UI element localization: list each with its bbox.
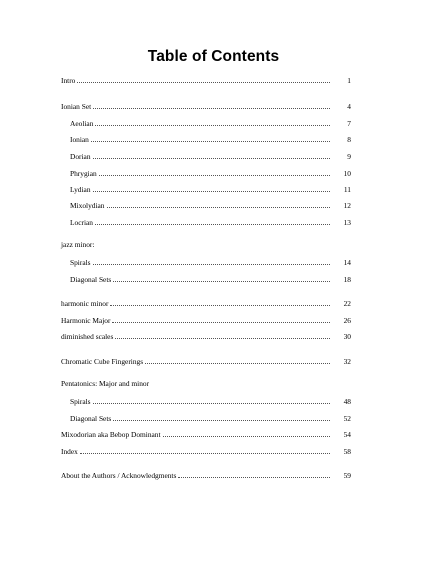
toc-entry-mixodorian (61, 427, 351, 439)
dot-leader (99, 175, 330, 176)
dot-leader (93, 158, 330, 159)
toc-entry-page: 10 (343, 169, 351, 178)
toc-entry-page: 48 (343, 397, 351, 406)
toc-entry-label: Chromatic Cube Fingerings (61, 357, 144, 366)
toc-entry-label: Diagonal Sets (70, 275, 112, 284)
toc-entry-diminished-scales (61, 329, 351, 341)
toc-entry-page: 4 (347, 102, 351, 111)
toc-entry-page: 52 (343, 414, 351, 423)
toc-entry-dorian (70, 149, 351, 161)
toc-entry-index (61, 444, 351, 456)
dot-leader (112, 322, 330, 323)
toc-entry-page: 9 (347, 152, 351, 161)
dot-leader (91, 141, 330, 142)
dot-leader (178, 477, 330, 478)
toc-entry-ionian (70, 132, 351, 144)
toc-entry-jazz-diagonal-sets (70, 272, 351, 284)
page-title: Table of Contents (147, 48, 280, 65)
toc-entry-page: 12 (343, 201, 351, 210)
toc-entry-label: Spirals (70, 258, 91, 267)
toc-entry-label: Ionian (70, 135, 89, 144)
toc-entry-page: 11 (343, 185, 351, 194)
toc-entry-label: Mixolydian (70, 201, 105, 210)
toc-entry-about-authors (61, 468, 351, 480)
dot-leader (113, 420, 330, 421)
toc-entry-label: Aeolian (70, 119, 94, 128)
toc-entry-label: harmonic minor (61, 299, 109, 308)
toc-entry-harmonic-minor (61, 296, 351, 308)
toc-entry-label: Mixodorian aka Bebop Dominant (61, 430, 161, 439)
dot-leader (93, 191, 330, 192)
toc-entry-label: Lydian (70, 185, 91, 194)
toc-entry-harmonic-major (61, 313, 351, 325)
toc-entry-intro (61, 73, 351, 85)
toc-entry-label: Spirals (70, 397, 91, 406)
dot-leader (110, 305, 330, 306)
toc-entry-label: Dorian (70, 152, 91, 161)
dot-leader (93, 108, 330, 109)
toc-entry-label: Diagonal Sets (70, 414, 112, 423)
toc-section-heading-jazz-minor: jazz minor: (61, 240, 95, 249)
toc-entry-locrian (70, 215, 351, 227)
dot-leader (107, 207, 331, 208)
toc-entry-page: 58 (343, 447, 351, 456)
toc-entry-page: 22 (343, 299, 351, 308)
toc-entry-pentatonic-spirals (70, 394, 351, 406)
toc-entry-page: 59 (343, 471, 351, 480)
toc-entry-page: 14 (343, 258, 351, 267)
toc-entry-label: Index (61, 447, 78, 456)
toc-entry-chromatic-cube (61, 354, 351, 366)
toc-entry-page: 26 (343, 316, 351, 325)
dot-leader (145, 363, 330, 364)
toc-entry-aeolian (70, 116, 351, 128)
toc-entry-page: 32 (343, 357, 351, 366)
toc-entry-label: About the Authors / Acknowledgments (61, 471, 177, 480)
dot-leader (77, 82, 330, 83)
toc-entry-page: 13 (343, 218, 351, 227)
dot-leader (113, 281, 330, 282)
toc-entry-ionian-set (61, 99, 351, 111)
dot-leader (93, 264, 330, 265)
dot-leader (115, 338, 330, 339)
toc-entry-phrygian (70, 166, 351, 178)
toc-entry-page: 8 (347, 135, 351, 144)
toc-entry-page: 18 (343, 275, 351, 284)
toc-section-heading-pentatonics: Pentatonics: Major and minor (61, 379, 150, 388)
dot-leader (95, 224, 330, 225)
dot-leader (93, 403, 330, 404)
toc-entry-label: Phrygian (70, 169, 97, 178)
toc-entry-page: 7 (347, 119, 351, 128)
toc-entry-label: Locrian (70, 218, 93, 227)
toc-entry-label: diminished scales (61, 332, 114, 341)
toc-entry-mixolydian (70, 198, 351, 210)
dot-leader (95, 125, 330, 126)
toc-entry-page: 1 (347, 76, 351, 85)
dot-leader (163, 436, 330, 437)
toc-entry-page: 54 (343, 430, 351, 439)
dot-leader (80, 453, 330, 454)
toc-entry-lydian (70, 182, 351, 194)
toc-entry-label: Harmonic Major (61, 316, 111, 325)
toc-entry-jazz-spirals (70, 255, 351, 267)
toc-entry-label: Ionian Set (61, 102, 92, 111)
toc-entry-label: Intro (61, 76, 76, 85)
toc-entry-pentatonic-diagonal-sets (70, 411, 351, 423)
toc-entry-page: 30 (343, 332, 351, 341)
